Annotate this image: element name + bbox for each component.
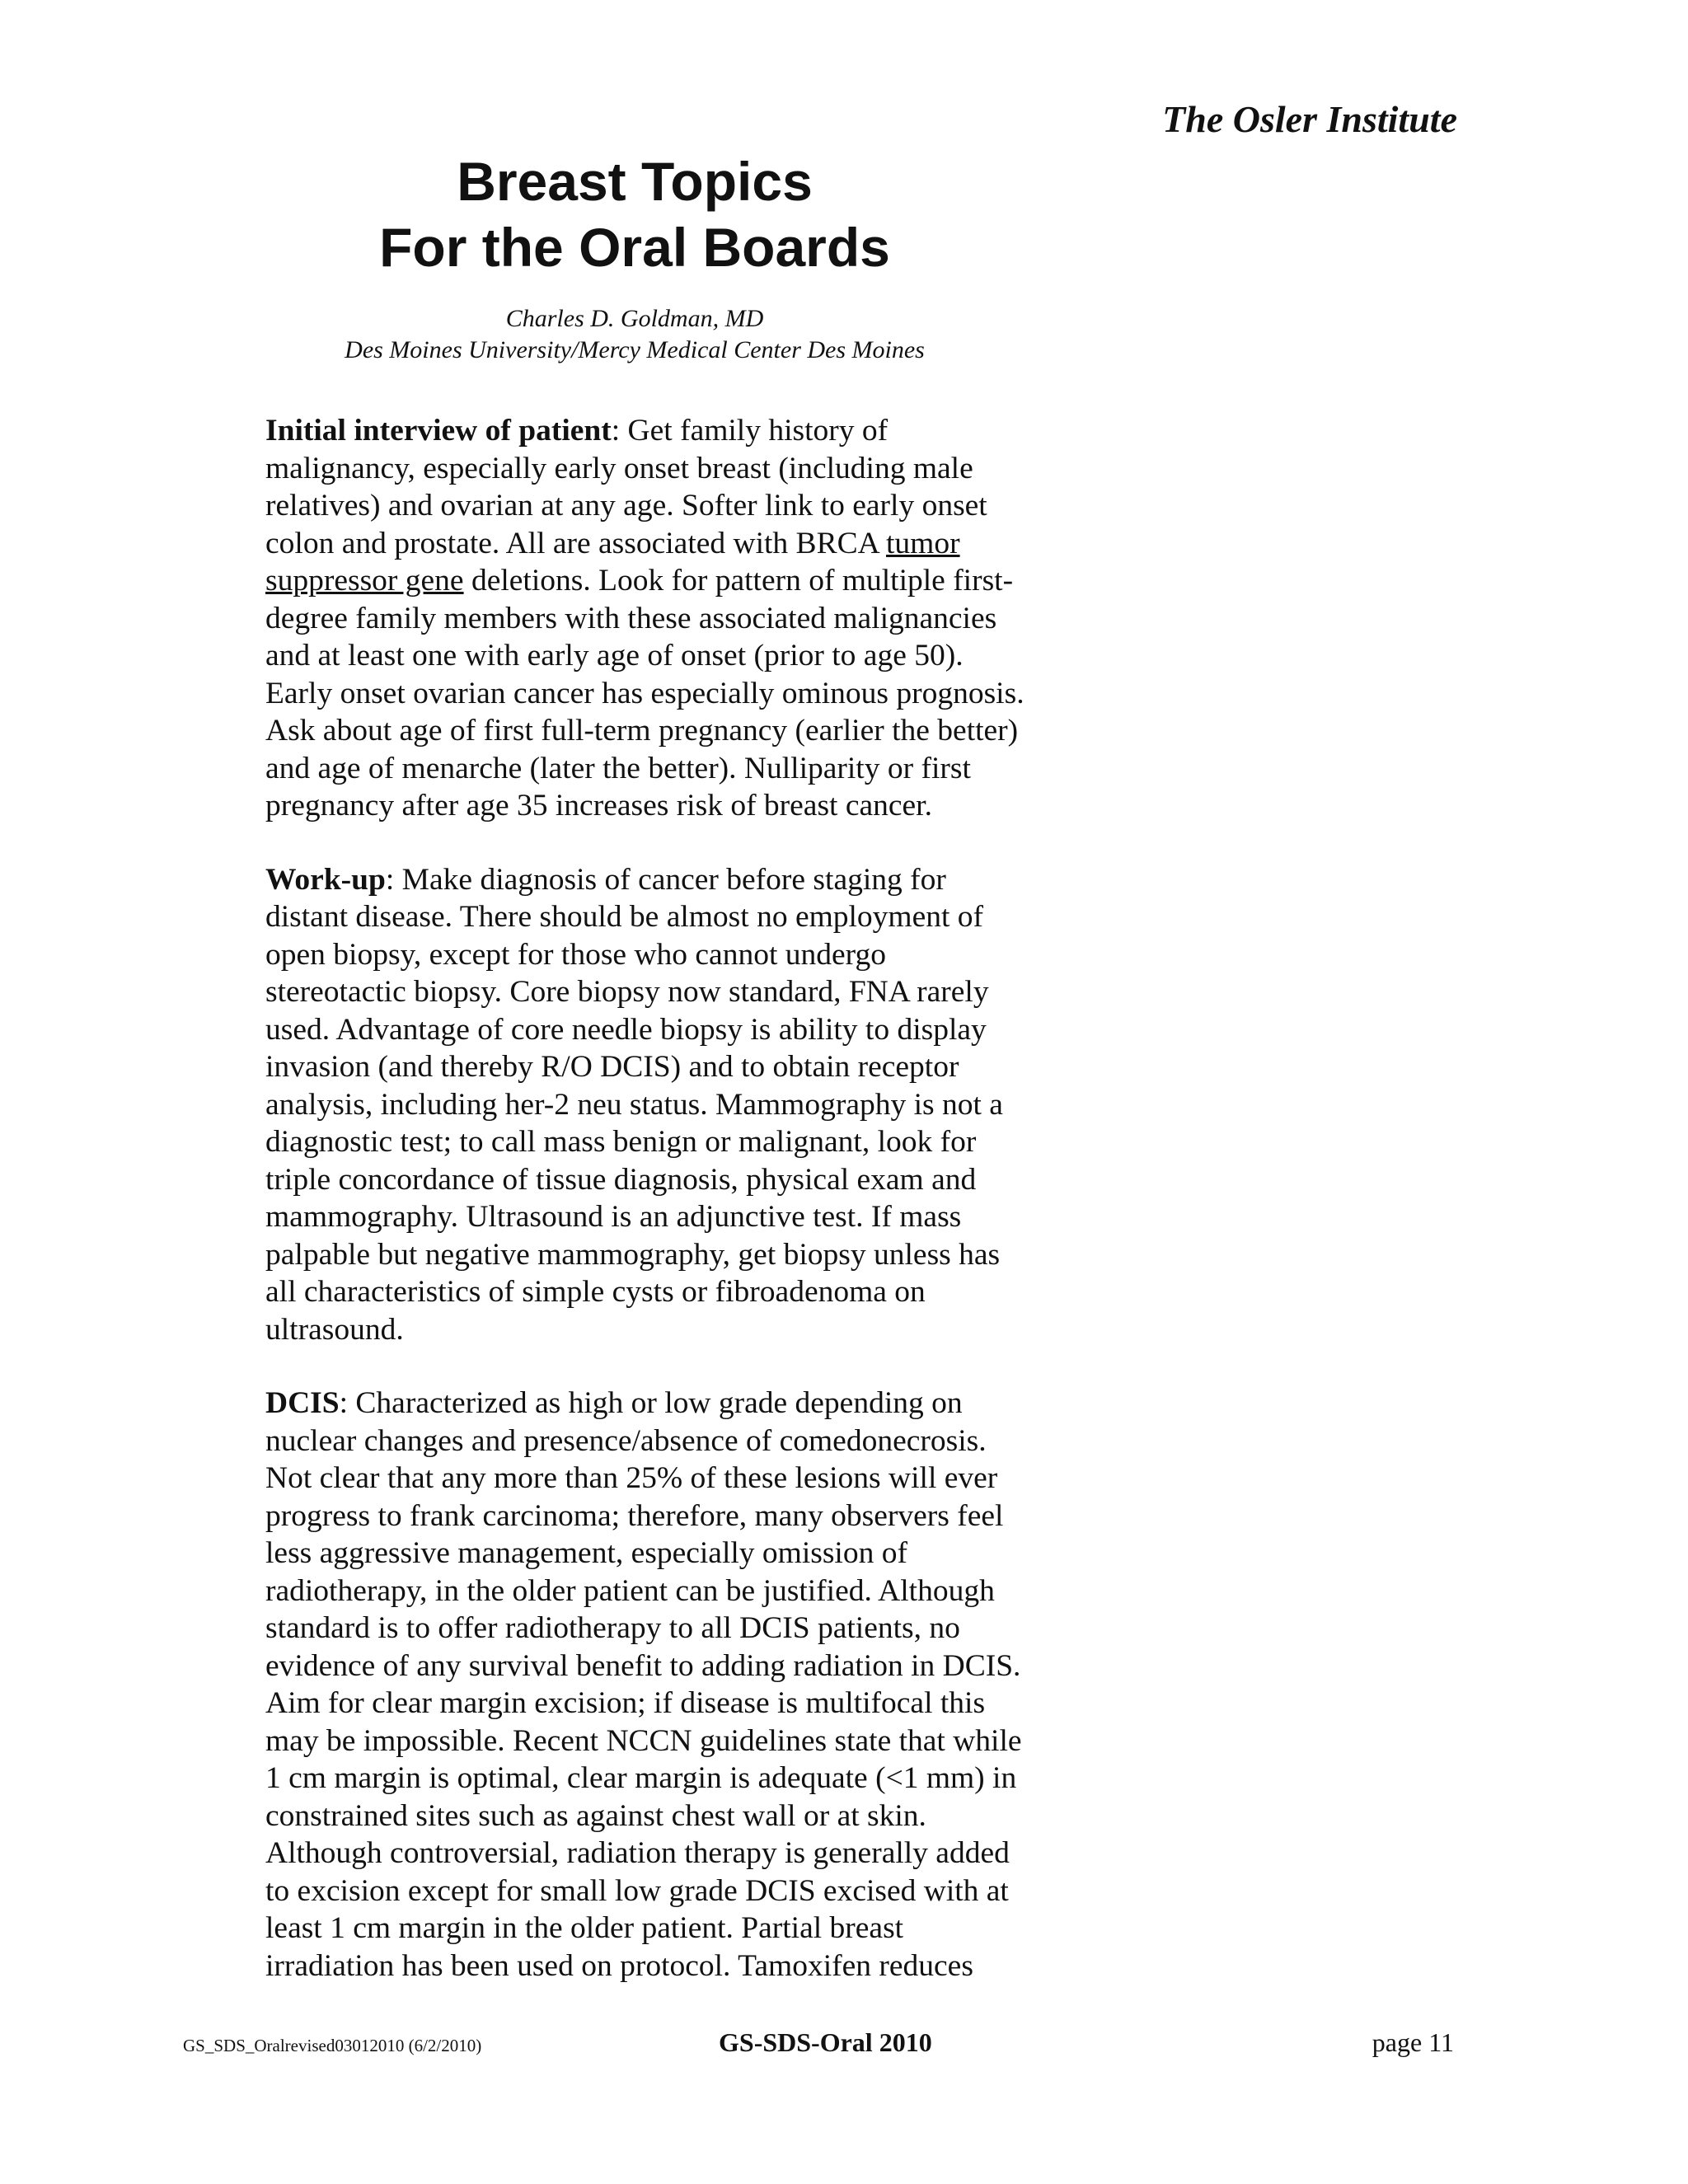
paragraph-line: constrained sites such as against chest wall or at skin.: [265, 1798, 926, 1833]
paragraph-line: open biopsy, except for those who cannot undergo: [265, 937, 886, 972]
paragraph-text: deletions. Look for pattern of multiple first-: [463, 564, 1014, 598]
paragraph-line: evidence of any survival benefit to adding radiation in DCIS.: [265, 1648, 1021, 1683]
footer-file-info: GS_SDS_Oralrevised03012010 (6/2/2010): [183, 2036, 482, 2055]
paragraph-line: radiotherapy, in the older patient can be justified. Although: [265, 1573, 995, 1608]
paragraph-text: colon and prostate. All are associated with BRCA: [265, 526, 886, 560]
paragraph-line: nuclear changes and presence/absence of comedonecrosis.: [265, 1423, 987, 1458]
paragraph-line: and at least one with early age of onset (prior to age 50).: [265, 639, 964, 673]
paragraph-line: pregnancy after age 35 increases risk of breast cancer.: [265, 789, 932, 823]
paragraph-line: invasion (and thereby R/O DCIS) and to obtain receptor: [265, 1050, 959, 1084]
paragraph-line: mammography. Ultrasound is an adjunctive test. If mass: [265, 1200, 962, 1234]
paragraph-line: [265, 562, 1106, 600]
paragraph-line: degree family members with these associated malignancies: [265, 601, 997, 635]
paragraph-line: Although controversial, radiation therapy is generally added: [265, 1836, 1010, 1870]
paragraph-line: less aggressive management, especially omission of: [265, 1536, 907, 1570]
paragraph-line: least 1 cm margin in the older patient. Partial breast: [265, 1911, 904, 1945]
paragraph-line: stereotactic biopsy. Core biopsy now standard, FNA rarely: [265, 975, 989, 1009]
paragraph-line: 1 cm margin is optimal, clear margin is adequate (<1 mm) in: [265, 1761, 1017, 1795]
paragraph-line: malignancy, especially early onset breast (including male: [265, 451, 973, 485]
page-footer: [0, 2027, 1688, 2077]
author-affiliation: Des Moines University/Mercy Medical Center Des Moines: [345, 336, 925, 363]
paragraph-line: ultrasound.: [265, 1312, 404, 1347]
paragraph-line: standard is to offer radiotherapy to all DCIS patients, no: [265, 1611, 960, 1645]
paragraph-line: [265, 861, 1106, 899]
paragraph-line: distant disease. There should be almost no employment of: [265, 900, 984, 934]
paragraph-line: analysis, including her-2 neu status. Mammography is not a: [265, 1087, 1003, 1122]
section-dcis: [265, 1385, 1106, 1985]
paragraph-line: to excision except for small low grade DCIS excised with at: [265, 1873, 1009, 1908]
paragraph-line: [265, 525, 1106, 563]
page-number: page 11: [1372, 2027, 1454, 2057]
section-initial-interview: [265, 412, 1106, 825]
paragraph-line: used. Advantage of core needle biopsy is ability to display: [265, 1012, 987, 1047]
paragraph-line: all characteristics of simple cysts or fibroadenoma on: [265, 1275, 926, 1309]
paragraph-line: triple concordance of tissue diagnosis, physical exam and: [265, 1162, 977, 1197]
paragraph-line: Aim for clear margin excision; if disease is multifocal this: [265, 1686, 986, 1720]
paragraph-line: and age of menarche (later the better). Nulliparity or first: [265, 751, 971, 785]
underlined-term: tumor: [886, 526, 960, 560]
institute-header: The Osler Institute: [1162, 98, 1457, 140]
paragraph-line: irradiation has been used on protocol. Tamoxifen reduces: [265, 1948, 973, 1983]
title-line-2: For the Oral Boards: [379, 217, 890, 278]
section-heading: Work-up: [265, 862, 386, 897]
paragraph-line: diagnostic test; to call mass benign or malignant, look for: [265, 1125, 977, 1159]
paragraph-line: relatives) and ovarian at any age. Softer link to early onset: [265, 489, 987, 523]
paragraph-line: Early onset ovarian cancer has especially ominous prognosis.: [265, 676, 1025, 710]
paragraph-line: [265, 1385, 1106, 1422]
section-heading: Initial interview of patient: [265, 414, 612, 448]
paragraph-line: Ask about age of first full-term pregnancy (earlier the better): [265, 714, 1019, 748]
footer-document-title: GS-SDS-Oral 2010: [719, 2027, 932, 2057]
underlined-term: suppressor gene: [265, 564, 464, 598]
paragraph-text: : Make diagnosis of cancer before staging for: [385, 862, 946, 897]
paragraph-line: may be impossible. Recent NCCN guidelines state that while: [265, 1723, 1022, 1758]
paragraph-line: [265, 412, 1106, 450]
paragraph-text: : Characterized as high or low grade depending on: [339, 1386, 963, 1420]
title-line-1: Breast Topics: [457, 151, 813, 212]
section-heading: DCIS: [265, 1386, 340, 1420]
title-block: [0, 148, 1269, 366]
paragraph-text: : Get family history of: [611, 414, 889, 448]
section-work-up: [265, 861, 1106, 1349]
paragraph-line: progress to frank carcinoma; therefore, many observers feel: [265, 1498, 1004, 1533]
author-name: Charles D. Goldman, MD: [505, 305, 764, 332]
paragraph-line: palpable but negative mammography, get biopsy unless has: [265, 1237, 1001, 1272]
document-body: [265, 412, 1106, 2021]
paragraph-line: Not clear that any more than 25% of these lesions will ever: [265, 1461, 998, 1495]
